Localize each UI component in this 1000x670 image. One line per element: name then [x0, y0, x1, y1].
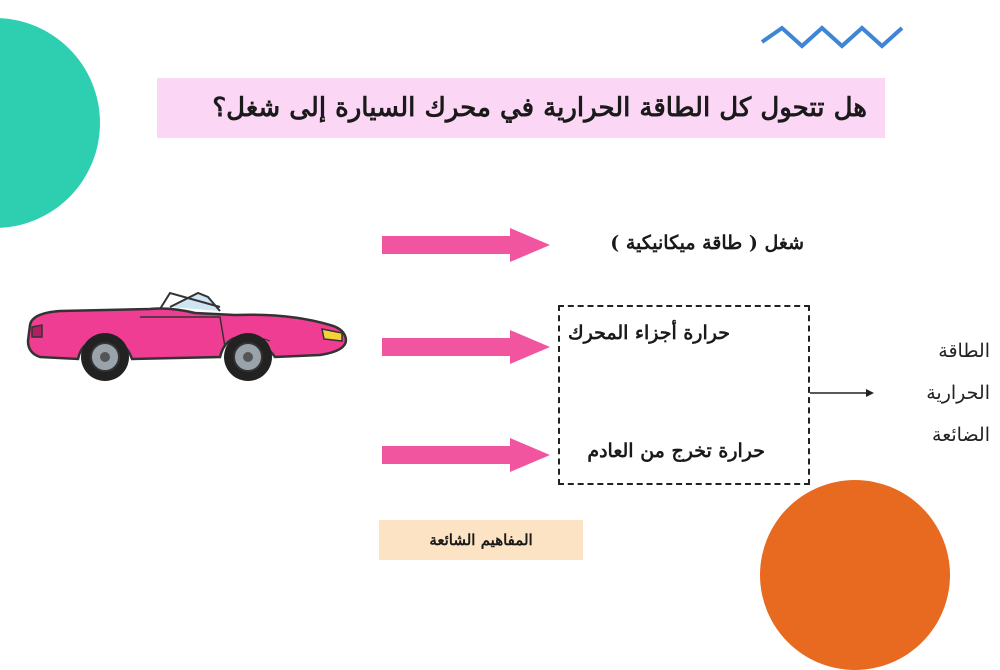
- title-banner: [157, 78, 885, 138]
- convertible-car-icon: [20, 285, 355, 385]
- right-arrow-icon: [382, 228, 550, 262]
- right-arrow-icon: [382, 330, 550, 364]
- connector-arrow-icon: [810, 386, 876, 400]
- orange-decorative-circle: [760, 480, 950, 670]
- lost-heat-line-3: الضائعة: [932, 424, 990, 446]
- common-concepts-badge: المفاهيم الشائعة: [379, 520, 583, 560]
- lost-heat-label: [880, 330, 990, 456]
- lost-heat-line-1: الطاقة: [938, 340, 990, 362]
- front-wheel: [224, 333, 272, 381]
- output-label-work: شغل ( طاقة ميكانيكية ): [610, 232, 804, 254]
- zigzag-decoration: [760, 22, 910, 52]
- page-title: هل تتحول كل الطاقة الحرارية في محرك السيارة إلى شغل؟: [212, 93, 867, 123]
- output-label-exhaust-heat: حرارة تخرج من العادم: [587, 440, 765, 462]
- output-label-engine-parts-heat: حرارة أجزاء المحرك: [567, 322, 730, 344]
- rear-wheel: [81, 333, 129, 381]
- teal-decorative-circle: [0, 18, 100, 228]
- lost-heat-line-2: الحرارية: [926, 382, 990, 404]
- right-arrow-icon: [382, 438, 550, 472]
